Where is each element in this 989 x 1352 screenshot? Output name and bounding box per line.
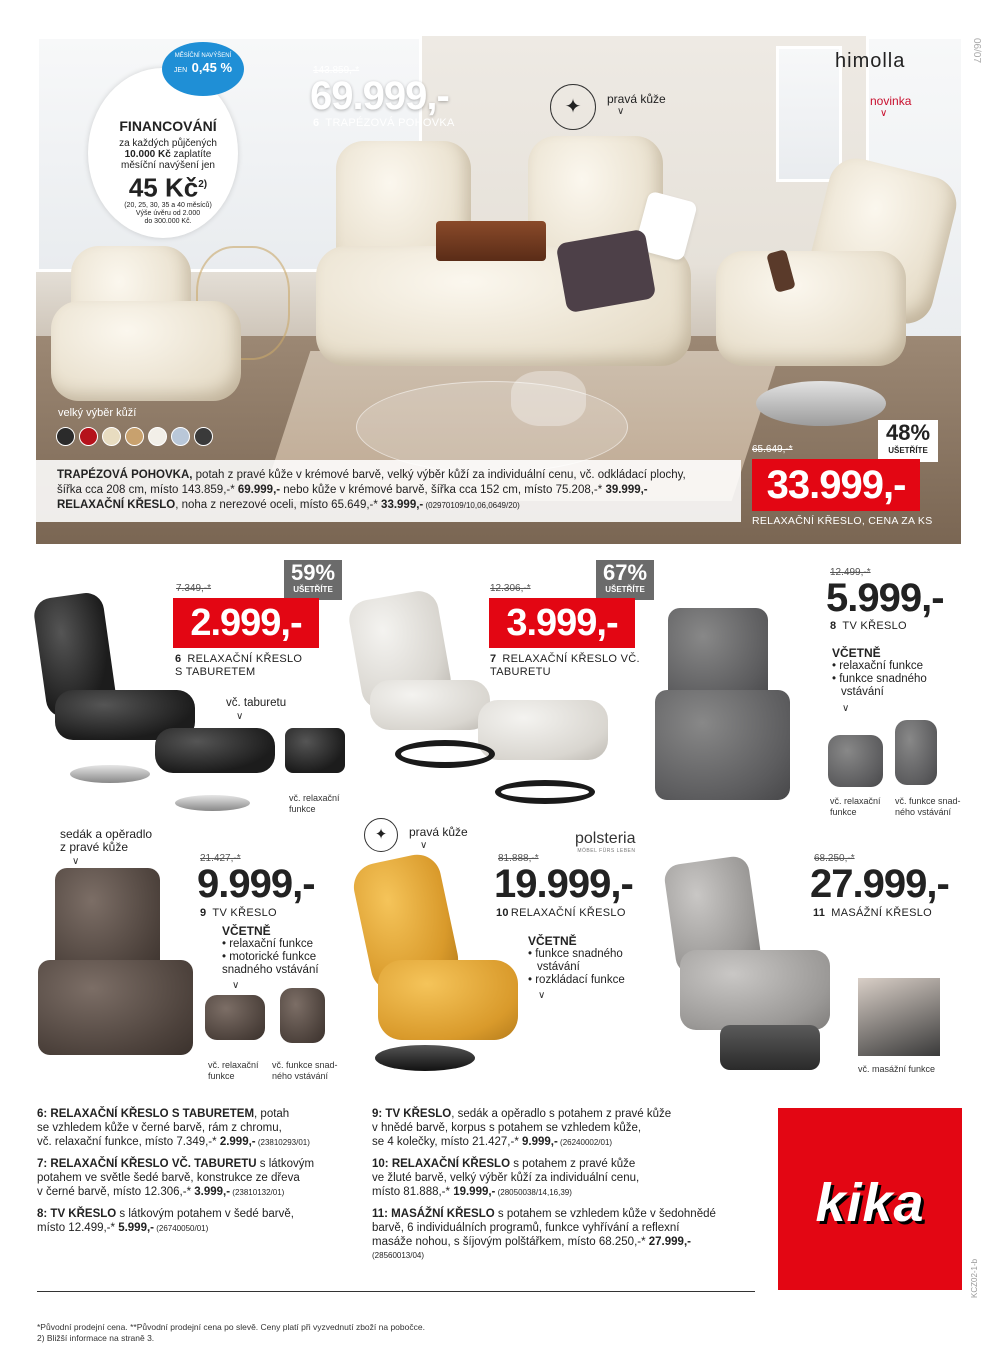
chair-old-price: 65.649,-* — [752, 444, 793, 455]
detail-6: 6: RELAXAČNÍ KŘESLO S TABURETEM, potah se vzhledem kůže v černé barvě, rám z chromu, vč. relaxační funkce, místo 7.349,-* 2.999,- (23810293/01) — [37, 1108, 310, 1148]
product-6-old-price: 7.349,-* — [176, 583, 212, 594]
detail-8: 8: TV KŘESLO s látkovým potahem v šedé barvě, místo 12.499,-* 5.999,- (26740050/01) — [37, 1208, 294, 1234]
product-7-stool — [478, 700, 608, 760]
product-7-discount: 67% UŠETŘÍTE — [596, 560, 654, 600]
product-7-base — [495, 780, 595, 804]
sofa-label: 6 TRAPÉZOVÁ POHOVKA — [313, 117, 455, 129]
product-9-top-note: sedák a opěradlo z pravé kůže — [60, 827, 153, 854]
detail-10: 10: RELAXAČNÍ KŘESLO s potahem z pravé kůže ve žluté barvě, velký výběr kůží za individuální cenu, místo 81.888,-* 19.999,- (28050038/14,16,39) — [372, 1158, 640, 1198]
product-6-stool — [155, 728, 275, 773]
chevron-down-icon: ∨ — [880, 108, 888, 119]
product-10-features: VČETNĚ • funkce snadného vstávání • rozkládací funkce — [528, 934, 625, 986]
kika-logo: kika — [778, 1108, 962, 1290]
product-8-label: 8 TV KŘESLO — [830, 620, 907, 632]
chevron-down-icon: ∨ — [617, 106, 625, 117]
detail-7: 7: RELAXAČNÍ KŘESLO VČ. TABURETU s látkovým potahem ve světle šedé barvě, konstrukce ze dřeva v černé barvě, místo 12.306,-* 3.999,- (23810132/01) — [37, 1158, 315, 1198]
product-6-thumb — [285, 728, 345, 773]
product-9-thumb-b — [280, 988, 325, 1043]
product-11-label: 11 MASÁŽNÍ KŘESLO — [813, 907, 933, 919]
chevron-down-icon: ∨ — [420, 840, 428, 851]
product-6-discount: 59% UŠETŘÍTE — [284, 560, 342, 600]
product-6-thumb-caption: vč. relaxační funkce — [289, 793, 340, 814]
side-code: KCZ02-1-b — [970, 1258, 979, 1298]
product-6-price: 2.999,- — [173, 598, 319, 648]
chevron-down-icon: ∨ — [232, 980, 240, 991]
swatch — [56, 427, 75, 446]
financing-badge: MĚSÍČNÍ NAVÝŠENÍ JEN 0,45 % — [162, 42, 244, 96]
product-7-base-2 — [395, 740, 495, 768]
detail-9: 9: TV KŘESLO, sedák a opěradlo s potahem z pravé kůže v hnědé barvě, korpus s potahem se vzhledem kůže, se 4 kolečky, místo 21.427,-* 9.999,- (26240002/01) — [372, 1108, 672, 1148]
details-right — [372, 1107, 757, 1263]
product-8-thumb-a — [828, 735, 883, 787]
product-6-inc: vč. taburetu — [226, 697, 287, 709]
footer-divider — [37, 1291, 755, 1292]
product-9-old-price: 21.427,-* — [200, 853, 241, 864]
swatch — [194, 427, 213, 446]
product-11-legs — [720, 1025, 820, 1070]
product-10-leather: pravá kůže — [409, 825, 468, 839]
details-left — [37, 1107, 357, 1236]
chair-caption: RELAXAČNÍ KŘESLO, CENA ZA KS — [752, 515, 933, 527]
product-10-price: 19.999,- — [494, 862, 633, 906]
brand-logo-polsteria: polsteria MÖBEL FÜRS LEBEN — [575, 830, 636, 854]
product-6-base — [70, 765, 150, 783]
swatch — [148, 427, 167, 446]
page-number: 06/07 — [971, 38, 982, 64]
product-11-thumb-caption: vč. masážní funkce — [858, 1064, 936, 1074]
swatch — [102, 427, 121, 446]
detail-11: 11: MASÁŽNÍ KŘESLO s potahem se vzhledem kůže v šedohnědé barvě, 6 individuálních programů, funkce vyhřívání a reflexní masáže nohou, s šíjovým polštářkem, místo 68.250,-* 27.999,- (28560013/04) — [372, 1208, 716, 1260]
product-8-body — [655, 690, 790, 800]
leather-swatches — [56, 427, 217, 451]
product-6-stool-base — [175, 795, 250, 811]
sofa-price: 69.999,- — [310, 74, 449, 118]
product-7-seat — [370, 680, 490, 730]
footer-notes: *Původní prodejní cena. **Původní prodejní cena po slevě. Ceny platí při vyzvednutí zboží na pobočce. 2) Bližší informace na straně 3. — [37, 1322, 425, 1343]
product-8-price: 5.999,- — [826, 576, 944, 620]
product-9-body — [38, 960, 193, 1055]
chevron-down-icon: ∨ — [236, 711, 244, 722]
leather-icon: ✦ — [364, 818, 398, 852]
product-8-old-price: 12.499,-* — [830, 567, 871, 578]
product-8-thumb-b-caption: vč. funkce snad- ného vstávání — [895, 796, 961, 817]
product-11-price: 27.999,- — [810, 862, 949, 906]
swatch — [125, 427, 144, 446]
product-11-thumb — [858, 978, 940, 1056]
product-6-label: 6 RELAXAČNÍ KŘESLO S TABURETEM — [175, 653, 303, 678]
leather-label: pravá kůže — [607, 92, 666, 106]
product-11-old-price: 68.250,-* — [814, 853, 855, 864]
product-10-label: 10 RELAXAČNÍ KŘESLO — [496, 907, 626, 919]
product-10-old-price: 81.888,-* — [498, 853, 539, 864]
swatch — [79, 427, 98, 446]
product-8-thumb-b — [895, 720, 937, 785]
product-8-thumb-a-caption: vč. relaxační funkce — [830, 796, 881, 817]
product-10-seat — [378, 960, 518, 1040]
product-11-body — [680, 950, 830, 1030]
chevron-down-icon: ∨ — [72, 856, 80, 867]
financing-text: FINANCOVÁNÍ za každých půjčených 10.000 Kč zaplatíte měsíční navýšení jen 45 $Kč^{2)}$ (20, 25, 30, 35 a 40 měsíců) Výše úvěru od 2.000 do 300.000 Kč. — [119, 118, 217, 225]
product-8-features: VČETNĚ • relaxační funkce • funkce snadného vstávání — [832, 646, 927, 698]
leathers-label: velký výběr kůží — [58, 407, 137, 419]
product-9-thumb-a-caption: vč. relaxační funkce — [208, 1060, 259, 1081]
product-10-base — [375, 1045, 475, 1071]
product-7-old-price: 12.306,-* — [490, 583, 531, 594]
product-7-label: 7 RELAXAČNÍ KŘESLO VČ. TABURETU — [490, 653, 640, 678]
product-7-price: 3.999,- — [489, 598, 635, 648]
leather-icon: ✦ — [550, 84, 596, 130]
product-9-features: VČETNĚ • relaxační funkce • motorické funkce snadného vstávání — [222, 924, 319, 976]
brand-logo-himolla: himolla — [835, 50, 906, 72]
product-8-image — [668, 608, 768, 703]
chevron-down-icon: ∨ — [538, 990, 546, 1001]
chevron-down-icon: ∨ — [842, 703, 850, 714]
sofa-old-price: 143.859,-* — [313, 65, 360, 76]
product-9-label: 9 TV KŘESLO — [200, 907, 277, 919]
chair-discount-badge: 48% UŠETŘÍTE — [878, 420, 938, 462]
product-9-price: 9.999,- — [197, 862, 315, 906]
product-9-thumb-b-caption: vč. funkce snad- ného vstávání — [272, 1060, 338, 1081]
product-9-thumb-a — [205, 995, 265, 1040]
chair-price: 33.999,- — [752, 459, 920, 511]
hero-description: TRAPÉZOVÁ POHOVKA, potah z pravé kůže v krémové barvě, velký výběr kůží za individuální cenu, vč. odkládací plochy, šířka cca 208 cm, místo 143.859,-* 69.999,- nebo kůže v krémové barvě, šířka cca 152 cm, místo 75.208,-* 39.999,- RELAXAČNÍ KŘESLO, noha z nerezové oceli, místo 65.649,-* 33.999,- (02970109/10,06,0649/20) — [57, 469, 686, 511]
swatch — [171, 427, 190, 446]
novinka-label: novinka — [870, 94, 912, 108]
